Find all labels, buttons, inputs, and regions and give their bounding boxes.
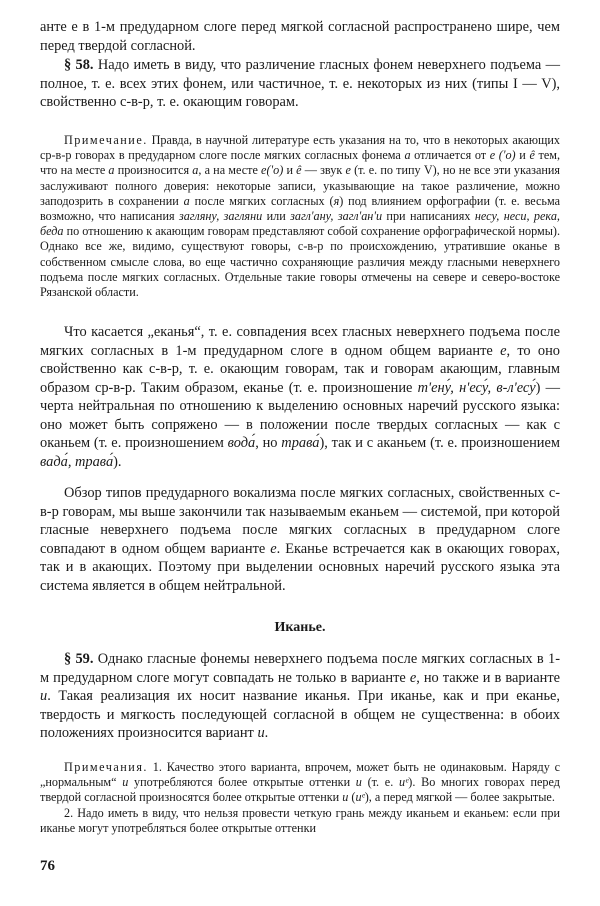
note-1: Примечание. Правда, в научной литературе есть указания на то, что в некоторых акающих ср-в-р говорах в предударном слоге после мягких согласных фонема а отличается от е ('о) и ê тем, что на месте а произносится а, а на месте е('о) и ê — звук е (т. е. по типу V), но не все эти указания заслуживают полного доверия: некоторые записи, указывающие на такое различение, можно заподозрить в сохранении а после мягких согласных (я) под влиянием орфографии (т. е. весьма возможно, что написания загляну, загляни или загл'ану, загл'ан'и при написаниях несу, неси, река, беда по отношению к акающим говорам представляют собой сохранение орфографической нормы). Однако все же, видимо, существуют говоры, с-в-р по происхождению, утратившие оканье в собственном смысле слова, во еще частично сохраняющие различия между гласными неверхнего подъема после мягких согласных. Отдельные такие говоры отмечены на севере и северо-востоке Рязанской области. (40, 133, 561, 300)
section-number: § 59. (64, 651, 94, 667)
section-text: Надо иметь в виду, что различение гласных фонем неверхнего подъема — полное, т. е. всех этих фонем, или частичное, т. е. некоторых из них (типы I — V), свойственно с-в-р, т. е. окающим говорам. (40, 57, 560, 110)
note-label: Примечания. (64, 760, 148, 774)
note-label: Примечание. (64, 133, 148, 147)
ekanye-paragraph: Что касается „еканья“, т. е. совпадения всех гласных неверхнего подъема после мягких согласных в 1-м предударном слоге в одном общем варианте е, то оно свойственно как с-в-р, т. е. окающим говорам, так и говорам акающим, главным образом ср-в-р. Таким образом, еканье (т. е. произношение т'ену́, н'есу́, в-л'есу́) — черта нейтральная по отношению к выделению основных наречий русского языка: оно может быть сопряжено — в положении после твердых согласных — как с оканьем (т. е. произношением вода́, но трава́), так и с аканьем (т. е. произношением вада́, трава́). (40, 324, 561, 470)
section-59: § 59. Однако гласные фонемы неверхнего подъема после мягких согласных в 1-м предударном слоге могут совпадать не только в варианте е, но также и в варианте и. Такая реализация их носит название иканья. При иканье, как и при еканье, твердость и мягкость последующей согласной в общем не существенна: в обоих положениях произносится вариант и. (40, 651, 561, 741)
section-number: § 58. (64, 57, 94, 73)
page-number: 76 (40, 858, 55, 874)
continuation-paragraph (40, 18, 560, 55)
section-58 (40, 56, 560, 112)
continuation-text: анте е в 1-м предударном слоге перед мягкой согласной распространено шире, чем перед твердой согласной. (40, 19, 560, 54)
obzor-paragraph: Обзор типов предударного вокализма после мягких согласных, свойственных с-в-р говорам, мы выше закончили так называемым еканьем — системой, при которой гласные неверхнего подъема после мягких согласных в предударном слоге совпадают в одном общем варианте е. Еканье встречается как в окающих говорах, так и в акающих. Поэтому при выделении основных наречий русского языка эта система является в общем нейтральной. (40, 485, 560, 594)
note-item-2: 2. Надо иметь в виду, что нельзя провести четкую грань между иканьем и еканьем: если при иканье могут употребляться более открытые оттенки (40, 805, 560, 835)
section-heading: Иканье. (274, 620, 326, 635)
note-2: Примечания. 1. Качество этого варианта, впрочем, может быть не одинаковым. Наряду с „нормальным“ и употребляются более открытые оттенки и (т. е. иᵉ). Во многих говорах перед твердой согласной произносятся более открытые оттенки и (иᵉ), а перед мягкой — более закрытые. 2. Надо иметь в виду, что нельзя провести четкую грань между иканьем и еканьем: если при иканье могут употребляться более открытые оттенки (40, 760, 560, 835)
